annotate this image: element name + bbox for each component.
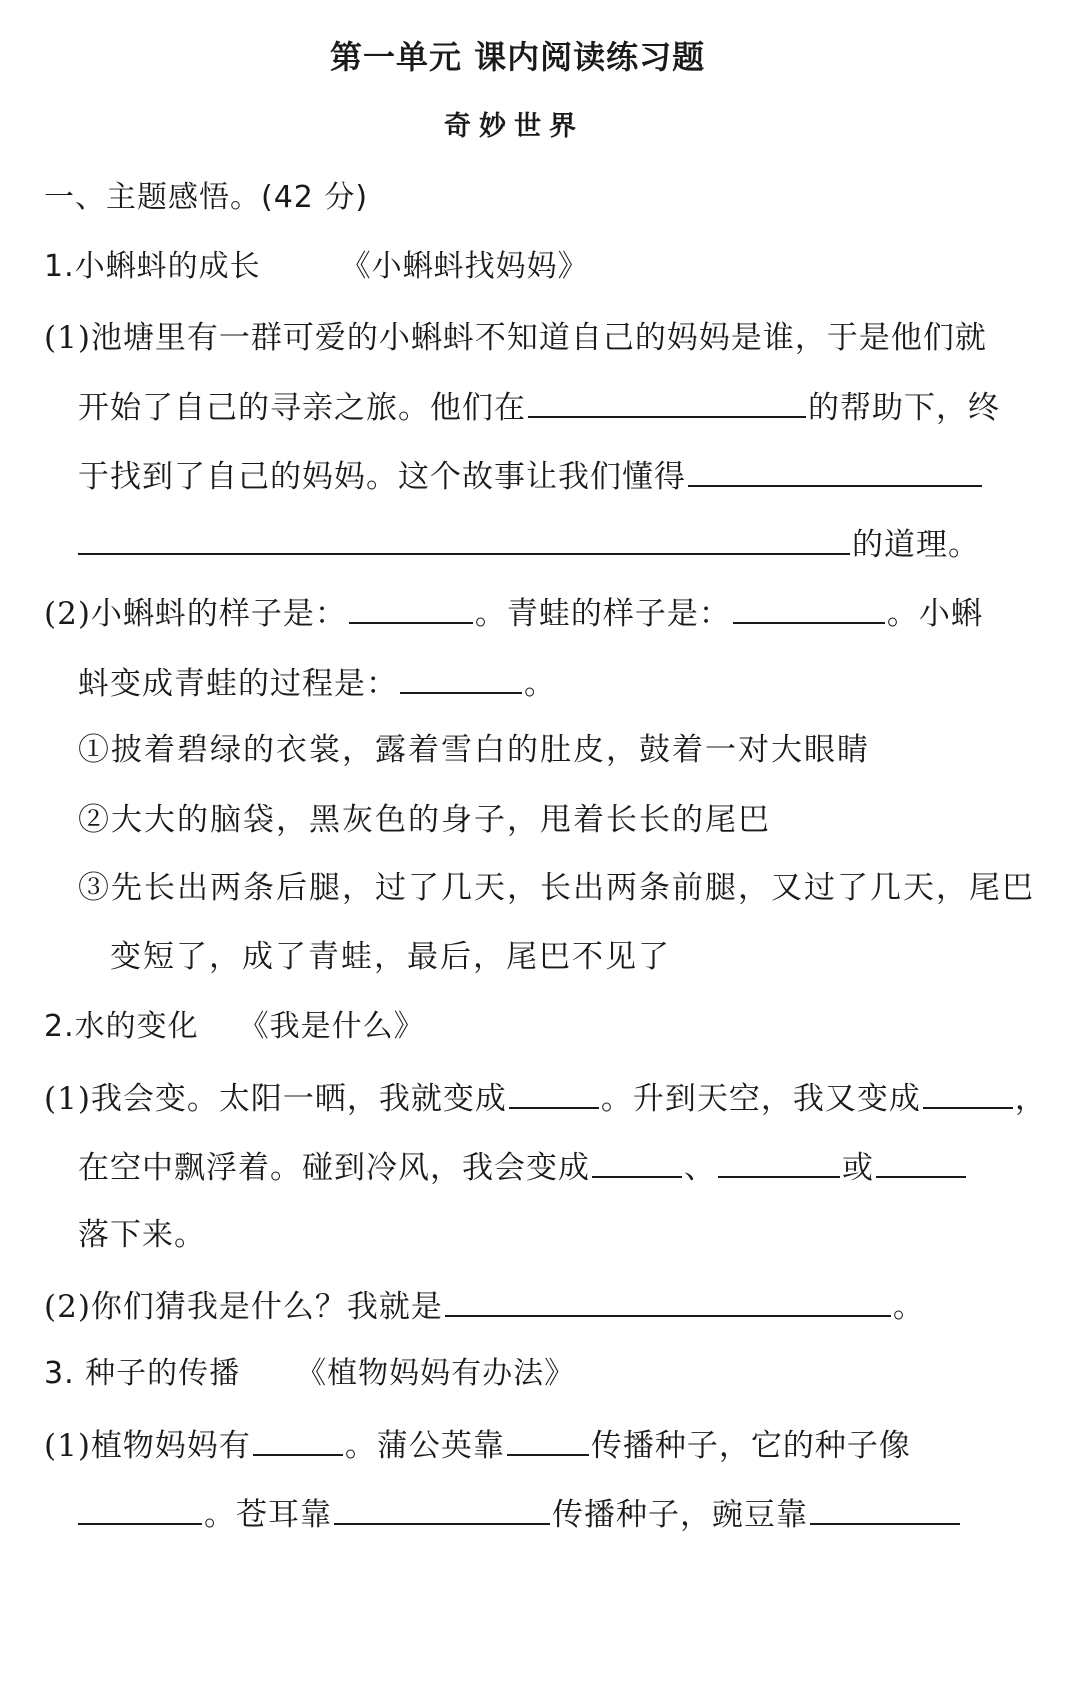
question-2-heading: [44, 1007, 425, 1047]
q1-part1-text-d: 的道理。: [852, 527, 980, 563]
worksheet-title: 第一单元 课内阅读练习题: [330, 38, 706, 76]
option-3-line2: 变短了，成了青蛙，最后，尾巴不见了: [110, 939, 671, 975]
answer-blank[interactable]: [349, 592, 473, 624]
q3-part1-line1: [44, 1424, 911, 1464]
answer-blank[interactable]: [78, 1493, 202, 1525]
answer-blank[interactable]: [733, 592, 885, 624]
q2-part1-line1: [44, 1077, 1047, 1117]
question-1-heading: [44, 247, 589, 287]
q1-part1-line1: (1)池塘里有一群可爱的小蝌蚪不知道自己的妈妈是谁，于是他们就: [44, 320, 987, 356]
q2-part1-line3: 落下来。: [78, 1217, 206, 1253]
q2-part1-text-e: 、: [684, 1150, 716, 1186]
answer-blank[interactable]: [718, 1146, 840, 1178]
q2-part1-line2: [78, 1146, 968, 1186]
answer-blank[interactable]: [810, 1493, 960, 1525]
q1-part2-text-a: (2)小蝌蚪的样子是：: [44, 596, 347, 632]
q1-part1-line2: [78, 386, 1000, 426]
answer-blank[interactable]: [592, 1146, 682, 1178]
answer-blank[interactable]: [688, 455, 982, 487]
q2-part1-text-b: 。升到天空，我又变成: [600, 1081, 921, 1117]
q1-part2-line2: [78, 662, 556, 702]
question-2-topic: 2.水的变化: [44, 1009, 199, 1044]
option-2: ②大大的脑袋，黑灰色的身子，甩着长长的尾巴: [78, 802, 771, 838]
answer-blank[interactable]: [509, 1077, 599, 1109]
answer-blank[interactable]: [334, 1493, 550, 1525]
q2-part1-text-a: (1)我会变。太阳一晒，我就变成: [44, 1081, 507, 1117]
section-heading: 一、主题感悟。(42 分): [44, 180, 369, 215]
unit-subtitle: 奇妙世界: [444, 111, 584, 142]
q3-part1-text-d: 。苍耳靠: [204, 1497, 332, 1533]
option-3-line1: ③先长出两条后腿，过了几天，长出两条前腿，又过了几天，尾巴: [78, 870, 1035, 906]
q1-part2-text-c: 。小蝌: [886, 596, 983, 632]
q1-part1-text-a: 开始了自己的寻亲之旅。他们在: [78, 390, 526, 426]
q1-part2-text-b: 。青蛙的样子是：: [474, 596, 731, 632]
question-3-heading: [44, 1354, 575, 1394]
q3-part1-text-e: 传播种子，豌豆靠: [552, 1497, 808, 1533]
q2-part2-line: [44, 1285, 925, 1325]
answer-blank[interactable]: [400, 662, 522, 694]
q1-part1-text-c: 于找到了自己的妈妈。这个故事让我们懂得: [78, 459, 686, 495]
q1-part2-line1: [44, 592, 983, 632]
question-2-book-title: 《我是什么》: [238, 1009, 425, 1044]
q3-part1-line2: [78, 1493, 962, 1533]
q1-part2-text-d: 蚪变成青蛙的过程是：: [78, 666, 398, 702]
answer-blank[interactable]: [876, 1146, 966, 1178]
answer-blank[interactable]: [528, 386, 806, 418]
answer-blank[interactable]: [445, 1285, 891, 1317]
q1-part2-text-e: 。: [524, 666, 556, 702]
answer-blank[interactable]: [923, 1077, 1013, 1109]
answer-blank[interactable]: [253, 1424, 343, 1456]
answer-blank[interactable]: [78, 523, 850, 555]
q2-part1-text-d: 在空中飘浮着。碰到冷风，我会变成: [78, 1150, 590, 1186]
q2-part1-text-f: 或: [842, 1150, 874, 1186]
q1-part1-line4: [78, 523, 980, 563]
q2-part1-text-c: ，: [1014, 1081, 1047, 1117]
q2-part2-text-a: (2)你们猜我是什么？我就是: [44, 1289, 443, 1325]
question-1-book-title: 《小蝌蚪找妈妈》: [340, 249, 589, 284]
q3-part1-text-a: (1)植物妈妈有: [44, 1428, 251, 1464]
q3-part1-text-c: 传播种子，它的种子像: [590, 1428, 911, 1464]
q2-part2-text-b: 。: [892, 1289, 925, 1325]
question-1-topic: 1.小蝌蚪的成长: [44, 249, 261, 284]
q3-part1-text-b: 。蒲公英靠: [344, 1428, 505, 1464]
q1-part1-text-b: 的帮助下，终: [808, 390, 1000, 426]
question-3-topic: 3. 种子的传播: [44, 1356, 241, 1391]
option-1: ①披着碧绿的衣裳，露着雪白的肚皮，鼓着一对大眼睛: [78, 732, 870, 768]
answer-blank[interactable]: [507, 1424, 589, 1456]
q1-part1-line3: [78, 455, 984, 495]
question-3-book-title: 《植物妈妈有办法》: [296, 1356, 576, 1391]
